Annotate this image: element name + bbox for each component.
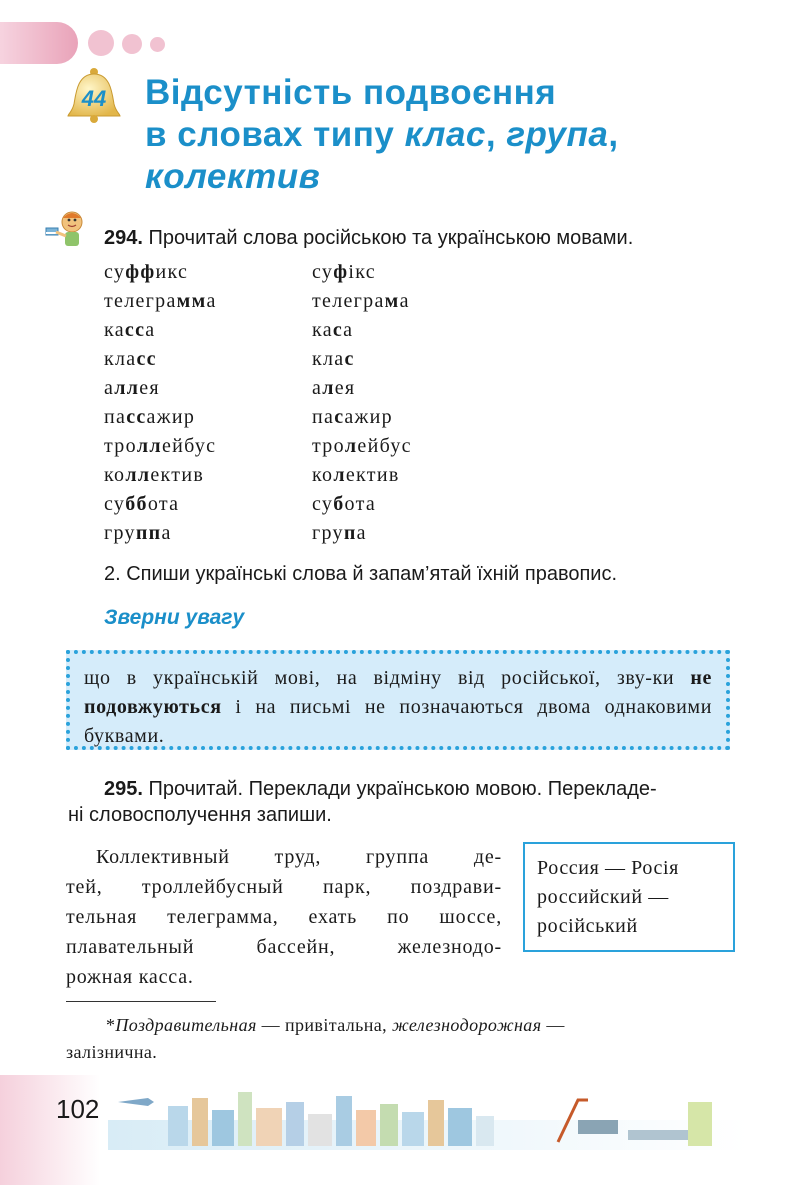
footnote: *Поздравительная — привітальна, железнодорожная — залізнична. xyxy=(66,1015,565,1062)
rule-box: що в українській мові, на відміну від російської, зву-ки не подовжуються і на письмі не позначаються двома однаковими буквами. xyxy=(66,650,730,750)
exercise-295-heading: 295. Прочитай. Переклади українською мовою. Перекладе- ні словосполучення запиши. xyxy=(68,778,657,826)
hint-line: російський xyxy=(537,915,638,937)
word-item: алея xyxy=(312,377,356,399)
text-line: тельная телеграмма, ехать по шоссе, xyxy=(66,906,502,928)
city-skyline-illustration xyxy=(108,1080,748,1150)
word-item: суфікс xyxy=(312,261,376,283)
word-item: троллейбус xyxy=(104,435,217,457)
header-decoration-bar xyxy=(0,22,78,64)
footnote-divider xyxy=(66,1001,216,1002)
exercise-294-heading xyxy=(104,225,633,251)
word-item: колектив xyxy=(312,464,400,486)
word-item: телеграма xyxy=(312,290,410,312)
word-item: клас xyxy=(312,348,355,370)
text-line: Коллективный труд, группа де- xyxy=(96,846,502,868)
word-item: каса xyxy=(312,319,354,341)
translation-hint-box xyxy=(523,842,735,952)
exercise-number: 294. xyxy=(104,227,143,249)
word-item: пасажир xyxy=(312,406,393,428)
russian-words-column xyxy=(104,258,304,548)
word-item: группа xyxy=(104,522,172,544)
header-decoration-dot xyxy=(150,37,165,52)
reading-child-icon xyxy=(44,208,96,250)
word-item: суффикс xyxy=(104,261,189,283)
lesson-number: 44 xyxy=(81,86,107,111)
text-line: тей, троллейбусный парк, поздрави- xyxy=(66,876,502,898)
title-line: Відсутність подвоєння xyxy=(145,73,557,112)
title-line: в словах типу клас, група, xyxy=(145,115,619,154)
bell-icon xyxy=(64,66,124,124)
page-corner-decoration xyxy=(0,1075,100,1185)
note-title: Зверни увагу xyxy=(104,606,245,629)
hint-line: Россия — Росія xyxy=(537,857,679,879)
word-item: класс xyxy=(104,348,157,370)
word-item: група xyxy=(312,522,367,544)
text-line: плавательный бассейн, железнодо- xyxy=(66,936,502,958)
page-number: 102 xyxy=(56,1094,100,1124)
exercise-instruction: Прочитай слова російською та українською мовами. xyxy=(148,227,634,249)
exercise-number: 295. xyxy=(104,778,143,800)
header-decoration-dot xyxy=(122,34,142,54)
ukrainian-words-column xyxy=(312,258,512,548)
word-item: телеграмма xyxy=(104,290,217,312)
rule-emphasis: не подовжуються xyxy=(84,667,712,718)
word-item: касса xyxy=(104,319,156,341)
word-item: суббота xyxy=(104,493,180,515)
exercise-294-task2: 2. Спиши українські слова й запам’ятай їхній правопис. xyxy=(104,563,618,585)
word-item: тролейбус xyxy=(312,435,412,457)
header-decoration-dot xyxy=(88,30,114,56)
word-item: субота xyxy=(312,493,377,515)
lesson-title xyxy=(145,72,765,198)
exercise-295-text xyxy=(66,842,502,992)
title-line: колектив xyxy=(145,157,321,196)
word-item: пассажир xyxy=(104,406,196,428)
hint-line: российский — xyxy=(537,886,669,908)
text-line: рожная касса. xyxy=(66,966,194,988)
word-item: аллея xyxy=(104,377,160,399)
word-item: коллектив xyxy=(104,464,205,486)
